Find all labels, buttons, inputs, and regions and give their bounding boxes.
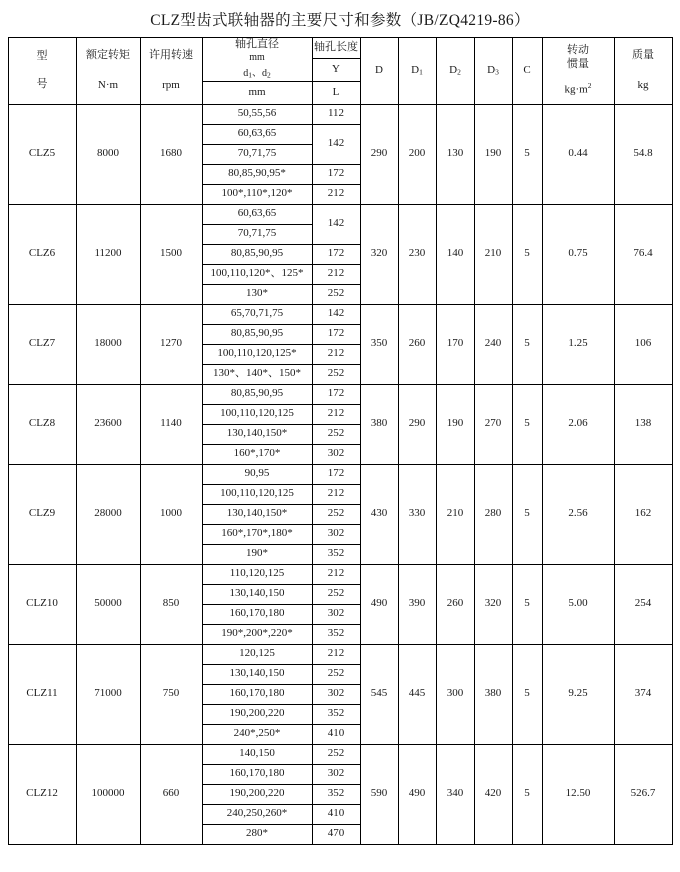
bore-length: 252 bbox=[312, 744, 360, 764]
bore-diameter: 60,63,65 bbox=[202, 124, 312, 144]
row-D3: 240 bbox=[474, 304, 512, 384]
bore-length: 172 bbox=[312, 244, 360, 264]
row-speed: 850 bbox=[140, 564, 202, 644]
bore-length: 252 bbox=[312, 504, 360, 524]
row-D3: 270 bbox=[474, 384, 512, 464]
bore-diameter: 70,71,75 bbox=[202, 224, 312, 244]
row-speed: 1140 bbox=[140, 384, 202, 464]
bore-length: 142 bbox=[312, 304, 360, 324]
row-inertia: 9.25 bbox=[542, 644, 614, 744]
bore-diameter: 80,85,90,95 bbox=[202, 324, 312, 344]
row-inertia: 0.75 bbox=[542, 204, 614, 304]
bore-length: 252 bbox=[312, 664, 360, 684]
bore-length: 410 bbox=[312, 724, 360, 744]
row-mass: 54.8 bbox=[614, 104, 672, 204]
bore-length: 172 bbox=[312, 164, 360, 184]
bore-diameter: 80,85,90,95 bbox=[202, 384, 312, 404]
row-D: 350 bbox=[360, 304, 398, 384]
bore-diameter: 120,125 bbox=[202, 644, 312, 664]
row-C: 5 bbox=[512, 304, 542, 384]
bore-diameter: 140,150 bbox=[202, 744, 312, 764]
header-unit-mm: mm bbox=[202, 81, 312, 104]
row-D3: 280 bbox=[474, 464, 512, 564]
row-torque: 28000 bbox=[76, 464, 140, 564]
bore-diameter: 240*,250* bbox=[202, 724, 312, 744]
bore-diameter: 80,85,90,95* bbox=[202, 164, 312, 184]
bore-length: 212 bbox=[312, 644, 360, 664]
row-D: 490 bbox=[360, 564, 398, 644]
row-C: 5 bbox=[512, 464, 542, 564]
bore-length: 252 bbox=[312, 364, 360, 384]
row-mass: 254 bbox=[614, 564, 672, 644]
header-C: C bbox=[512, 38, 542, 105]
header-D1: $D_1$ bbox=[398, 38, 436, 105]
bore-diameter: 130* bbox=[202, 284, 312, 304]
row-torque: 50000 bbox=[76, 564, 140, 644]
bore-diameter: 130,140,150 bbox=[202, 584, 312, 604]
bore-length: 212 bbox=[312, 404, 360, 424]
row-speed: 1000 bbox=[140, 464, 202, 564]
row-C: 5 bbox=[512, 204, 542, 304]
row-mass: 106 bbox=[614, 304, 672, 384]
bore-length: 352 bbox=[312, 704, 360, 724]
row-D: 590 bbox=[360, 744, 398, 844]
row-D1: 290 bbox=[398, 384, 436, 464]
bore-length: 212 bbox=[312, 264, 360, 284]
bore-length: 252 bbox=[312, 284, 360, 304]
row-D2: 300 bbox=[436, 644, 474, 744]
row-D: 320 bbox=[360, 204, 398, 304]
bore-length: 302 bbox=[312, 524, 360, 544]
bore-diameter: 160*,170*,180* bbox=[202, 524, 312, 544]
row-speed: 660 bbox=[140, 744, 202, 844]
table-row bbox=[8, 564, 672, 584]
row-D3: 190 bbox=[474, 104, 512, 204]
bore-length: 212 bbox=[312, 564, 360, 584]
bore-length: 172 bbox=[312, 324, 360, 344]
row-D3: 320 bbox=[474, 564, 512, 644]
bore-length: 172 bbox=[312, 384, 360, 404]
header-mass: 质量 kg bbox=[614, 38, 672, 105]
header-bore-diameter: 轴孔直径 mm $d_1$、$d_2$ bbox=[202, 38, 312, 82]
bore-length: 252 bbox=[312, 584, 360, 604]
table-row bbox=[8, 464, 672, 484]
row-mass: 374 bbox=[614, 644, 672, 744]
bore-length: 302 bbox=[312, 684, 360, 704]
bore-length: 142 bbox=[312, 124, 360, 164]
bore-length: 212 bbox=[312, 344, 360, 364]
row-model: CLZ10 bbox=[8, 564, 76, 644]
bore-diameter: 190,200,220 bbox=[202, 784, 312, 804]
bore-diameter: 100,110,120,125 bbox=[202, 404, 312, 424]
bore-diameter: 190*,200*,220* bbox=[202, 624, 312, 644]
header-bore-length-Y: Y bbox=[312, 59, 360, 82]
row-D1: 390 bbox=[398, 564, 436, 644]
bore-diameter: 130,140,150* bbox=[202, 424, 312, 444]
header-row-1 bbox=[8, 38, 672, 59]
row-D3: 380 bbox=[474, 644, 512, 744]
table-body bbox=[8, 104, 672, 844]
row-model: CLZ6 bbox=[8, 204, 76, 304]
row-D1: 230 bbox=[398, 204, 436, 304]
row-D2: 260 bbox=[436, 564, 474, 644]
bore-diameter: 100,110,120,125 bbox=[202, 484, 312, 504]
row-inertia: 1.25 bbox=[542, 304, 614, 384]
header-inertia-unit: $kg\cdot m^2$ bbox=[564, 81, 592, 97]
bore-diameter: 130*、140*、150* bbox=[202, 364, 312, 384]
row-D1: 200 bbox=[398, 104, 436, 204]
bore-length: 352 bbox=[312, 544, 360, 564]
bore-diameter: 190,200,220 bbox=[202, 704, 312, 724]
bore-length: 252 bbox=[312, 424, 360, 444]
row-inertia: 2.06 bbox=[542, 384, 614, 464]
header-bore-symbols: $d_1$、$d_2$ bbox=[243, 68, 271, 80]
row-D2: 140 bbox=[436, 204, 474, 304]
row-inertia: 0.44 bbox=[542, 104, 614, 204]
page-title: CLZ型齿式联轴器的主要尺寸和参数（JB/ZQ4219-86） bbox=[150, 12, 530, 29]
row-inertia: 12.50 bbox=[542, 744, 614, 844]
row-D1: 490 bbox=[398, 744, 436, 844]
row-torque: 8000 bbox=[76, 104, 140, 204]
bore-length: 302 bbox=[312, 444, 360, 464]
row-speed: 1500 bbox=[140, 204, 202, 304]
table-row bbox=[8, 744, 672, 764]
bore-diameter: 50,55,56 bbox=[202, 104, 312, 124]
table-row bbox=[8, 104, 672, 124]
row-mass: 526.7 bbox=[614, 744, 672, 844]
specification-table bbox=[8, 37, 673, 845]
row-mass: 76.4 bbox=[614, 204, 672, 304]
bore-diameter: 160*,170* bbox=[202, 444, 312, 464]
row-C: 5 bbox=[512, 744, 542, 844]
row-D: 380 bbox=[360, 384, 398, 464]
row-C: 5 bbox=[512, 644, 542, 744]
table-row bbox=[8, 204, 672, 224]
header-bore-length: 轴孔长度 bbox=[312, 38, 360, 59]
bore-diameter: 80,85,90,95 bbox=[202, 244, 312, 264]
bore-diameter: 100,110,120,125* bbox=[202, 344, 312, 364]
bore-length: 352 bbox=[312, 624, 360, 644]
row-D2: 190 bbox=[436, 384, 474, 464]
bore-diameter: 65,70,71,75 bbox=[202, 304, 312, 324]
row-D2: 130 bbox=[436, 104, 474, 204]
bore-length: 410 bbox=[312, 804, 360, 824]
bore-diameter: 130,140,150* bbox=[202, 504, 312, 524]
header-model: 型 号 bbox=[8, 38, 76, 105]
table-header bbox=[8, 38, 672, 105]
row-D: 430 bbox=[360, 464, 398, 564]
table-row bbox=[8, 384, 672, 404]
row-inertia: 5.00 bbox=[542, 564, 614, 644]
row-torque: 71000 bbox=[76, 644, 140, 744]
row-mass: 162 bbox=[614, 464, 672, 564]
bore-length: 142 bbox=[312, 204, 360, 244]
row-D: 545 bbox=[360, 644, 398, 744]
bore-length: 352 bbox=[312, 784, 360, 804]
row-torque: 11200 bbox=[76, 204, 140, 304]
row-C: 5 bbox=[512, 104, 542, 204]
row-C: 5 bbox=[512, 564, 542, 644]
row-C: 5 bbox=[512, 384, 542, 464]
row-model: CLZ8 bbox=[8, 384, 76, 464]
bore-diameter: 240,250,260* bbox=[202, 804, 312, 824]
bore-diameter: 130,140,150 bbox=[202, 664, 312, 684]
row-D: 290 bbox=[360, 104, 398, 204]
row-model: CLZ12 bbox=[8, 744, 76, 844]
bore-diameter: 160,170,180 bbox=[202, 684, 312, 704]
header-rated-torque: 额定转矩 N·m bbox=[76, 38, 140, 105]
row-torque: 23600 bbox=[76, 384, 140, 464]
bore-diameter: 100,110,120*、125* bbox=[202, 264, 312, 284]
row-D1: 330 bbox=[398, 464, 436, 564]
row-D3: 420 bbox=[474, 744, 512, 844]
row-inertia: 2.56 bbox=[542, 464, 614, 564]
header-allowed-speed: 许用转速 rpm bbox=[140, 38, 202, 105]
bore-length: 212 bbox=[312, 184, 360, 204]
bore-diameter: 90,95 bbox=[202, 464, 312, 484]
row-D2: 210 bbox=[436, 464, 474, 564]
bore-length: 212 bbox=[312, 484, 360, 504]
header-D3: $D_3$ bbox=[474, 38, 512, 105]
row-D1: 445 bbox=[398, 644, 436, 744]
bore-length: 112 bbox=[312, 104, 360, 124]
header-D: D bbox=[360, 38, 398, 105]
row-speed: 750 bbox=[140, 644, 202, 744]
header-bore-length-L: L bbox=[312, 81, 360, 104]
row-speed: 1680 bbox=[140, 104, 202, 204]
row-torque: 100000 bbox=[76, 744, 140, 844]
row-mass: 138 bbox=[614, 384, 672, 464]
row-D1: 260 bbox=[398, 304, 436, 384]
bore-length: 172 bbox=[312, 464, 360, 484]
bore-length: 470 bbox=[312, 824, 360, 844]
row-D3: 210 bbox=[474, 204, 512, 304]
row-model: CLZ9 bbox=[8, 464, 76, 564]
table-row bbox=[8, 644, 672, 664]
row-D2: 340 bbox=[436, 744, 474, 844]
bore-diameter: 70,71,75 bbox=[202, 144, 312, 164]
header-inertia: 转动 惯量 $kg\cdot m^2$ bbox=[542, 38, 614, 105]
bore-diameter: 60,63,65 bbox=[202, 204, 312, 224]
row-speed: 1270 bbox=[140, 304, 202, 384]
row-model: CLZ11 bbox=[8, 644, 76, 744]
bore-diameter: 160,170,180 bbox=[202, 764, 312, 784]
header-D2: $D_2$ bbox=[436, 38, 474, 105]
bore-diameter: 110,120,125 bbox=[202, 564, 312, 584]
bore-diameter: 190* bbox=[202, 544, 312, 564]
bore-diameter: 280* bbox=[202, 824, 312, 844]
row-torque: 18000 bbox=[76, 304, 140, 384]
table-row bbox=[8, 304, 672, 324]
row-D2: 170 bbox=[436, 304, 474, 384]
bore-length: 302 bbox=[312, 764, 360, 784]
row-model: CLZ5 bbox=[8, 104, 76, 204]
row-model: CLZ7 bbox=[8, 304, 76, 384]
bore-diameter: 100*,110*,120* bbox=[202, 184, 312, 204]
bore-diameter: 160,170,180 bbox=[202, 604, 312, 624]
bore-length: 302 bbox=[312, 604, 360, 624]
